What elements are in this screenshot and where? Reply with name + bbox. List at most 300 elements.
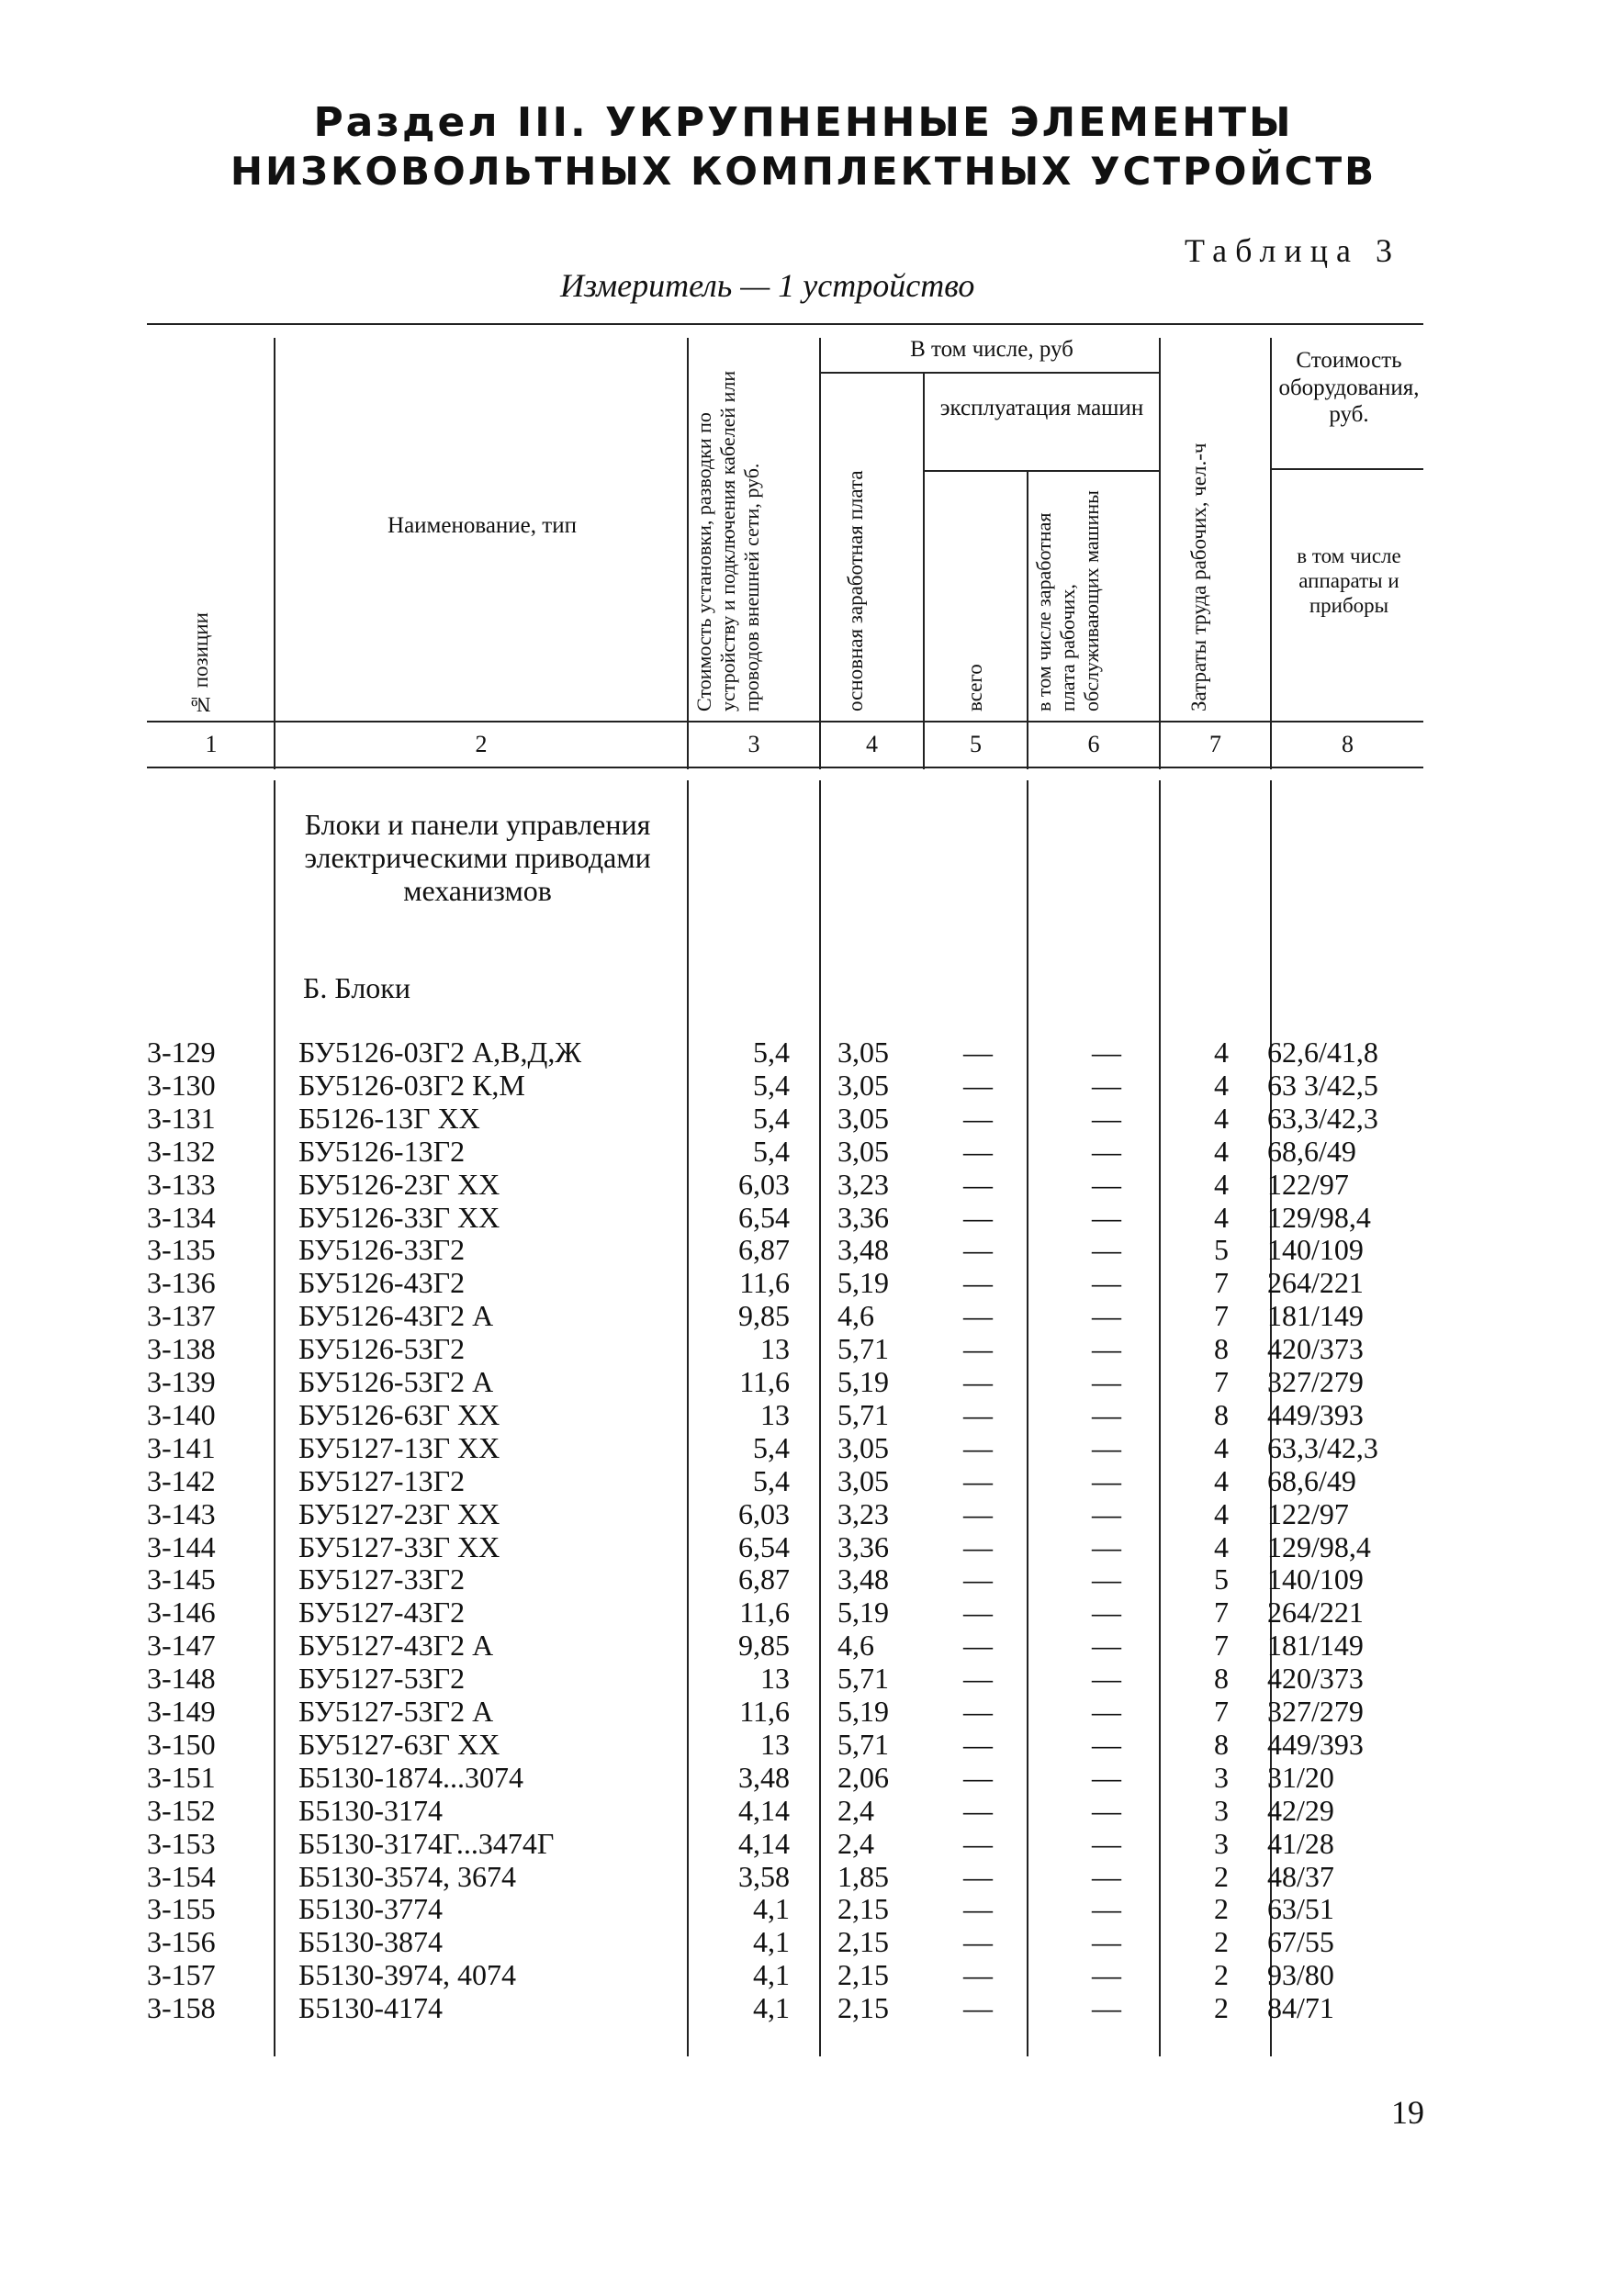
- cell-c8: 420/373: [1267, 1662, 1364, 1696]
- cell-c7: 4: [1214, 1036, 1229, 1069]
- cell-c7: 8: [1214, 1397, 1229, 1431]
- cell-c7: 2: [1214, 1991, 1229, 2025]
- cell-c6: —: [1092, 1727, 1121, 1761]
- cell-c5: —: [963, 1365, 993, 1398]
- cell-pos: 3-137: [147, 1299, 216, 1333]
- table-row: [0, 1562, 1607, 1595]
- cell-c8: 48/37: [1267, 1859, 1334, 1893]
- cell-c5: —: [963, 1596, 993, 1630]
- cell-c7: 7: [1214, 1365, 1229, 1398]
- cell-c6: —: [1092, 1200, 1121, 1234]
- section-title: Блоки и панели управления электрическими приводами механизмов: [304, 808, 651, 907]
- table-row: [0, 1497, 1607, 1529]
- cell-pos: 3-152: [147, 1793, 216, 1827]
- cell-c7: 4: [1214, 1167, 1229, 1201]
- colnum-7: 7: [1209, 731, 1221, 757]
- table-row: [0, 1266, 1607, 1298]
- cell-c3: 6,87: [738, 1562, 790, 1596]
- cell-c3: 5,4: [753, 1101, 790, 1135]
- cell-c6: —: [1092, 1167, 1121, 1201]
- cell-c5: —: [963, 1299, 993, 1333]
- cell-c5: —: [963, 1958, 993, 1992]
- cell-c3: 11,6: [739, 1695, 790, 1728]
- cell-c5: —: [963, 1068, 993, 1102]
- cell-c7: 4: [1214, 1496, 1229, 1530]
- header-vrule-7: [1270, 338, 1272, 769]
- cell-c3: 4,14: [738, 1826, 790, 1860]
- cell-pos: 3-141: [147, 1430, 216, 1464]
- cell-c6: —: [1092, 1892, 1121, 1926]
- cell-c8: 67/55: [1267, 1925, 1334, 1959]
- cell-c6: —: [1092, 1365, 1121, 1398]
- cell-c3: 5,4: [753, 1134, 790, 1168]
- cell-name: БУ5127-33Г ХХ: [298, 1529, 500, 1563]
- cell-c4: 3,05: [837, 1463, 889, 1497]
- cell-c5: —: [963, 1793, 993, 1827]
- col6-header: в том числе заработная плата рабочих, обслуживающих машины: [1032, 490, 1103, 711]
- cell-name: БУ5126-03Г2 К,М: [298, 1068, 525, 1102]
- cell-name: БУ5127-63Г ХХ: [298, 1727, 500, 1761]
- cell-c8: 31/20: [1267, 1760, 1334, 1794]
- cell-c4: 3,48: [837, 1562, 889, 1596]
- table-row: [0, 1991, 1607, 2023]
- cell-c5: —: [963, 1101, 993, 1135]
- group-header-rule: [819, 372, 1159, 374]
- cell-c8: 449/393: [1267, 1727, 1364, 1761]
- expl-header-rule: [923, 470, 1159, 472]
- cell-c7: 7: [1214, 1596, 1229, 1630]
- colnum-6: 6: [1087, 731, 1100, 757]
- cell-c6: —: [1092, 1562, 1121, 1596]
- cell-c7: 4: [1214, 1430, 1229, 1464]
- cell-c6: —: [1092, 1430, 1121, 1464]
- col4-header: основная заработная плата: [844, 470, 867, 711]
- colnum-3: 3: [747, 731, 760, 757]
- cell-c4: 4,6: [837, 1299, 874, 1333]
- cell-c8: 129/98,4: [1267, 1200, 1371, 1234]
- cell-name: БУ5126-13Г2: [298, 1134, 466, 1168]
- cell-c6: —: [1092, 1134, 1121, 1168]
- col7-header: Затраты труда рабочих, чел.-ч: [1187, 442, 1210, 711]
- cell-c6: —: [1092, 1463, 1121, 1497]
- cell-c8: 63,3/42,3: [1267, 1430, 1378, 1464]
- cell-c6: —: [1092, 1332, 1121, 1366]
- cell-pos: 3-145: [147, 1562, 216, 1596]
- cell-c5: —: [963, 1167, 993, 1201]
- cell-c3: 5,4: [753, 1036, 790, 1069]
- table-row: [0, 1728, 1607, 1760]
- table-row: [0, 1596, 1607, 1628]
- cell-c5: —: [963, 1695, 993, 1728]
- cell-c3: 6,54: [738, 1529, 790, 1563]
- cell-c6: —: [1092, 1793, 1121, 1827]
- col1-header: № позиции: [189, 612, 212, 716]
- cell-pos: 3-150: [147, 1727, 216, 1761]
- cell-c3: 11,6: [739, 1596, 790, 1630]
- cell-c7: 8: [1214, 1727, 1229, 1761]
- cell-pos: 3-148: [147, 1662, 216, 1696]
- cell-c4: 3,05: [837, 1430, 889, 1464]
- cell-c5: —: [963, 1727, 993, 1761]
- table-row: [0, 1464, 1607, 1496]
- cell-c5: —: [963, 1562, 993, 1596]
- cell-c3: 13: [760, 1332, 790, 1366]
- cell-c5: —: [963, 1925, 993, 1959]
- header-top-rule: [147, 323, 1423, 325]
- header-vrule-4: [923, 372, 925, 769]
- table-row: [0, 1365, 1607, 1397]
- cell-pos: 3-156: [147, 1925, 216, 1959]
- cell-c5: —: [963, 1662, 993, 1696]
- table-row: [0, 1069, 1607, 1101]
- cell-c4: 3,23: [837, 1167, 889, 1201]
- cell-c4: 5,71: [837, 1727, 889, 1761]
- cell-pos: 3-153: [147, 1826, 216, 1860]
- cell-c7: 7: [1214, 1629, 1229, 1663]
- col8-sub-header: в том числе аппараты и приборы: [1297, 544, 1401, 618]
- cell-c7: 2: [1214, 1925, 1229, 1959]
- cell-pos: 3-133: [147, 1167, 216, 1201]
- cell-c8: 122/97: [1267, 1167, 1349, 1201]
- cell-c8: 68,6/49: [1267, 1463, 1356, 1497]
- group-header: В том числе, руб: [910, 337, 1073, 362]
- cell-c4: 5,19: [837, 1365, 889, 1398]
- cell-c6: —: [1092, 1629, 1121, 1663]
- col3-header: Стоимость установки, разводки по устройству и подключения кабелей или проводов внешней сети, руб.: [692, 370, 763, 711]
- cell-pos: 3-149: [147, 1695, 216, 1728]
- table-row: [0, 1958, 1607, 1990]
- cell-c6: —: [1092, 1529, 1121, 1563]
- cell-c3: 4,1: [753, 1991, 790, 2025]
- cell-c4: 2,4: [837, 1826, 874, 1860]
- cell-c5: —: [963, 1266, 993, 1300]
- table-row: [0, 1860, 1607, 1892]
- cell-c8: 122/97: [1267, 1496, 1349, 1530]
- table-row: [0, 1299, 1607, 1331]
- cell-c6: —: [1092, 1958, 1121, 1992]
- table-row: [0, 1662, 1607, 1694]
- cell-pos: 3-142: [147, 1463, 216, 1497]
- col5-header: всего: [963, 664, 986, 711]
- cell-c8: 63 3/42,5: [1267, 1068, 1378, 1102]
- cell-c7: 4: [1214, 1200, 1229, 1234]
- cell-name: Б5130-4174: [298, 1991, 444, 2025]
- cell-name: БУ5126-63Г ХХ: [298, 1397, 500, 1431]
- table-row: [0, 1629, 1607, 1661]
- cell-name: БУ5126-53Г2 А: [298, 1365, 494, 1398]
- cell-c8: 181/149: [1267, 1299, 1364, 1333]
- section-heading-line2: НИЗКОВОЛЬТНЫХ КОМПЛЕКТНЫХ УСТРОЙСТВ: [230, 149, 1377, 194]
- cell-c8: 327/279: [1267, 1365, 1364, 1398]
- cell-name: БУ5126-33Г ХХ: [298, 1200, 500, 1234]
- cell-c4: 2,06: [837, 1760, 889, 1794]
- table-row: [0, 1530, 1607, 1562]
- cell-name: Б5126-13Г ХХ: [298, 1101, 480, 1135]
- cell-c8: 62,6/41,8: [1267, 1036, 1378, 1069]
- table-row: [0, 1201, 1607, 1233]
- cell-c3: 13: [760, 1727, 790, 1761]
- cell-c7: 4: [1214, 1134, 1229, 1168]
- cell-c7: 7: [1214, 1695, 1229, 1728]
- cell-pos: 3-154: [147, 1859, 216, 1893]
- cell-name: БУ5126-43Г2: [298, 1266, 466, 1300]
- cell-c3: 6,03: [738, 1167, 790, 1201]
- cell-pos: 3-151: [147, 1760, 216, 1794]
- table-row: [0, 1135, 1607, 1167]
- cell-name: БУ5126-03Г2 А,В,Д,Ж: [298, 1036, 582, 1069]
- cell-c5: —: [963, 1200, 993, 1234]
- cell-pos: 3-158: [147, 1991, 216, 2025]
- table-row: [0, 1036, 1607, 1068]
- cell-c4: 1,85: [837, 1859, 889, 1893]
- cell-c5: —: [963, 1629, 993, 1663]
- cell-c3: 3,58: [738, 1859, 790, 1893]
- cell-name: БУ5126-33Г2: [298, 1233, 466, 1267]
- cell-name: БУ5126-23Г ХХ: [298, 1167, 500, 1201]
- cell-c3: 4,1: [753, 1958, 790, 1992]
- cell-name: Б5130-3574, 3674: [298, 1859, 517, 1893]
- cell-c7: 4: [1214, 1463, 1229, 1497]
- cell-name: БУ5127-53Г2 А: [298, 1695, 494, 1728]
- cell-c4: 2,15: [837, 1925, 889, 1959]
- cell-c3: 13: [760, 1397, 790, 1431]
- cell-c5: —: [963, 1991, 993, 2025]
- cell-pos: 3-139: [147, 1365, 216, 1398]
- cell-c8: 327/279: [1267, 1695, 1364, 1728]
- cell-name: БУ5127-23Г ХХ: [298, 1496, 500, 1530]
- cell-c3: 5,4: [753, 1463, 790, 1497]
- cell-c5: —: [963, 1760, 993, 1794]
- cell-name: БУ5126-53Г2: [298, 1332, 466, 1366]
- cell-c3: 3,48: [738, 1760, 790, 1794]
- cell-c4: 3,48: [837, 1233, 889, 1267]
- cell-c4: 5,71: [837, 1397, 889, 1431]
- cell-pos: 3-129: [147, 1036, 216, 1069]
- cell-pos: 3-130: [147, 1068, 216, 1102]
- cell-pos: 3-140: [147, 1397, 216, 1431]
- cell-name: БУ5127-33Г2: [298, 1562, 466, 1596]
- cell-pos: 3-157: [147, 1958, 216, 1992]
- cell-c5: —: [963, 1397, 993, 1431]
- cell-c3: 9,85: [738, 1629, 790, 1663]
- cell-c6: —: [1092, 1068, 1121, 1102]
- cell-name: БУ5127-53Г2: [298, 1662, 466, 1696]
- cell-c7: 7: [1214, 1299, 1229, 1333]
- cell-c3: 13: [760, 1662, 790, 1696]
- cell-c5: —: [963, 1892, 993, 1926]
- cell-c8: 42/29: [1267, 1793, 1334, 1827]
- cell-name: БУ5127-13Г ХХ: [298, 1430, 500, 1464]
- colnum-8: 8: [1342, 731, 1354, 757]
- measure-unit: Измеритель — 1 устройство: [560, 267, 975, 304]
- cell-c5: —: [963, 1826, 993, 1860]
- cell-c5: —: [963, 1332, 993, 1366]
- cell-c4: 2,15: [837, 1991, 889, 2025]
- cell-c5: —: [963, 1036, 993, 1069]
- header-vrule-1: [274, 338, 275, 769]
- cell-c7: 5: [1214, 1562, 1229, 1596]
- cell-c7: 2: [1214, 1892, 1229, 1926]
- cell-c7: 5: [1214, 1233, 1229, 1267]
- cell-c3: 4,1: [753, 1892, 790, 1926]
- cell-c8: 84/71: [1267, 1991, 1334, 2025]
- cell-c3: 5,4: [753, 1430, 790, 1464]
- cell-c6: —: [1092, 1925, 1121, 1959]
- cell-c6: —: [1092, 1596, 1121, 1630]
- cell-c5: —: [963, 1496, 993, 1530]
- cell-c7: 4: [1214, 1529, 1229, 1563]
- cell-c8: 129/98,4: [1267, 1529, 1371, 1563]
- cell-c4: 5,19: [837, 1266, 889, 1300]
- cell-c7: 8: [1214, 1332, 1229, 1366]
- cell-c4: 2,4: [837, 1793, 874, 1827]
- subsection-title: Б. Блоки: [303, 971, 410, 1004]
- cell-pos: 3-138: [147, 1332, 216, 1366]
- cell-pos: 3-132: [147, 1134, 216, 1168]
- cell-c3: 11,6: [739, 1266, 790, 1300]
- cell-c6: —: [1092, 1299, 1121, 1333]
- cell-c5: —: [963, 1430, 993, 1464]
- cell-c3: 6,03: [738, 1496, 790, 1530]
- cell-c8: 264/221: [1267, 1596, 1364, 1630]
- cell-c7: 8: [1214, 1662, 1229, 1696]
- cell-c4: 3,05: [837, 1036, 889, 1069]
- cell-c4: 3,23: [837, 1496, 889, 1530]
- cell-c6: —: [1092, 1662, 1121, 1696]
- cell-c8: 68,6/49: [1267, 1134, 1356, 1168]
- header-vrule-3: [819, 338, 821, 769]
- col8-sub-rule: [1270, 468, 1423, 470]
- cell-c7: 4: [1214, 1068, 1229, 1102]
- table-row: [0, 1761, 1607, 1793]
- cell-c8: 264/221: [1267, 1266, 1364, 1300]
- cell-c6: —: [1092, 1266, 1121, 1300]
- table-row: [0, 1233, 1607, 1265]
- cell-c5: —: [963, 1859, 993, 1893]
- cell-c8: 181/149: [1267, 1629, 1364, 1663]
- cell-name: БУ5127-13Г2: [298, 1463, 466, 1497]
- table-row: [0, 1431, 1607, 1463]
- table-row: [0, 1168, 1607, 1200]
- cell-c8: 140/109: [1267, 1233, 1364, 1267]
- table-row: [0, 1398, 1607, 1430]
- cell-c8: 449/393: [1267, 1397, 1364, 1431]
- page-number: 19: [1391, 2094, 1424, 2131]
- cell-c7: 2: [1214, 1958, 1229, 1992]
- cell-name: БУ5127-43Г2 А: [298, 1629, 494, 1663]
- cell-c5: —: [963, 1233, 993, 1267]
- table-row: [0, 1892, 1607, 1924]
- cell-c6: —: [1092, 1101, 1121, 1135]
- cell-c6: —: [1092, 1397, 1121, 1431]
- table-row: [0, 1794, 1607, 1826]
- cell-c8: 63/51: [1267, 1892, 1334, 1926]
- cell-c4: 5,19: [837, 1695, 889, 1728]
- cell-pos: 3-136: [147, 1266, 216, 1300]
- table-row: [0, 1695, 1607, 1727]
- cell-c3: 11,6: [739, 1365, 790, 1398]
- section-heading-line1: Раздел III. УКРУПНЕННЫЕ ЭЛЕМЕНТЫ: [313, 99, 1294, 146]
- cell-c4: 5,19: [837, 1596, 889, 1630]
- cell-c6: —: [1092, 1991, 1121, 2025]
- cell-pos: 3-155: [147, 1892, 216, 1926]
- cell-c3: 9,85: [738, 1299, 790, 1333]
- cell-name: Б5130-3874: [298, 1925, 444, 1959]
- cell-name: БУ5126-43Г2 А: [298, 1299, 494, 1333]
- table-row: [0, 1332, 1607, 1364]
- header-vrule-5: [1027, 470, 1028, 769]
- table-label: Таблица 3: [1185, 232, 1400, 269]
- cell-c4: 5,71: [837, 1662, 889, 1696]
- cell-pos: 3-134: [147, 1200, 216, 1234]
- colnum-2: 2: [475, 731, 488, 757]
- cell-c4: 3,36: [837, 1200, 889, 1234]
- col2-header: Наименование, тип: [388, 513, 577, 538]
- cell-c5: —: [963, 1529, 993, 1563]
- cell-c8: 140/109: [1267, 1562, 1364, 1596]
- cell-pos: 3-144: [147, 1529, 216, 1563]
- table-row: [0, 1827, 1607, 1859]
- cell-pos: 3-147: [147, 1629, 216, 1663]
- cell-c6: —: [1092, 1233, 1121, 1267]
- cell-c3: 5,4: [753, 1068, 790, 1102]
- header-vrule-6: [1159, 338, 1161, 769]
- cell-name: Б5130-1874...3074: [298, 1760, 524, 1794]
- cell-pos: 3-135: [147, 1233, 216, 1267]
- colnum-1: 1: [205, 731, 218, 757]
- cell-c7: 3: [1214, 1793, 1229, 1827]
- cell-c3: 6,54: [738, 1200, 790, 1234]
- colnum-4: 4: [866, 731, 878, 757]
- cell-c4: 5,71: [837, 1332, 889, 1366]
- cell-c7: 2: [1214, 1859, 1229, 1893]
- cell-c5: —: [963, 1134, 993, 1168]
- cell-c6: —: [1092, 1036, 1121, 1069]
- cell-c3: 4,14: [738, 1793, 790, 1827]
- colnum-5: 5: [970, 731, 982, 757]
- cell-c8: 420/373: [1267, 1332, 1364, 1366]
- col8-header: Стоимость оборудования, руб.: [1278, 348, 1420, 427]
- cell-c6: —: [1092, 1859, 1121, 1893]
- cell-c8: 41/28: [1267, 1826, 1334, 1860]
- cell-c7: 3: [1214, 1760, 1229, 1794]
- table-row: [0, 1925, 1607, 1957]
- cell-name: Б5130-3774: [298, 1892, 444, 1926]
- expl-header: эксплуатация машин: [939, 396, 1144, 420]
- cell-c6: —: [1092, 1760, 1121, 1794]
- cell-pos: 3-143: [147, 1496, 216, 1530]
- cell-c7: 4: [1214, 1101, 1229, 1135]
- cell-c7: 7: [1214, 1266, 1229, 1300]
- cell-c8: 93/80: [1267, 1958, 1334, 1992]
- cell-name: Б5130-3174: [298, 1793, 444, 1827]
- cell-c8: 63,3/42,3: [1267, 1101, 1378, 1135]
- cell-c3: 4,1: [753, 1925, 790, 1959]
- cell-c4: 3,36: [837, 1529, 889, 1563]
- cell-c7: 3: [1214, 1826, 1229, 1860]
- cell-c4: 3,05: [837, 1101, 889, 1135]
- table-row: [0, 1102, 1607, 1134]
- cell-c4: 3,05: [837, 1068, 889, 1102]
- cell-c6: —: [1092, 1496, 1121, 1530]
- header-bottom-rule: [147, 721, 1423, 722]
- cell-c4: 2,15: [837, 1958, 889, 1992]
- header-vrule-2: [687, 338, 689, 769]
- number-row-rule: [147, 767, 1423, 768]
- cell-name: Б5130-3974, 4074: [298, 1958, 517, 1992]
- cell-c4: 3,05: [837, 1134, 889, 1168]
- cell-name: БУ5127-43Г2: [298, 1596, 466, 1630]
